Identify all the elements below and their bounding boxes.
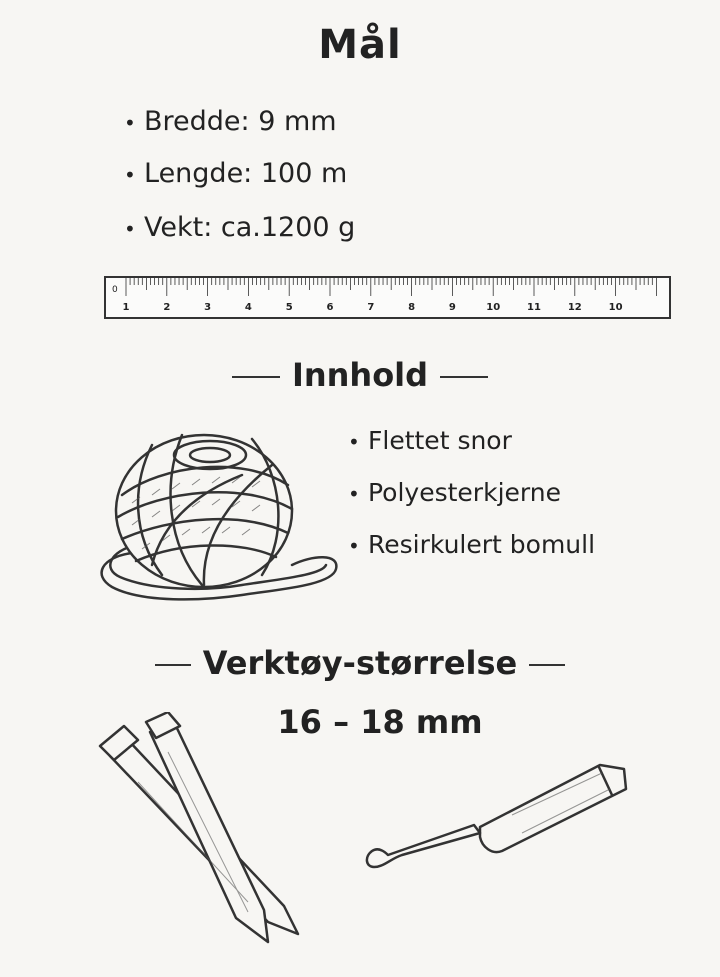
tool-size-value: 16 – 18 mm: [277, 703, 483, 741]
divider-left: [155, 664, 191, 666]
ruler-tick-label: 2: [163, 302, 171, 313]
content-item: [348, 426, 512, 455]
ruler-tick-label: 5: [285, 302, 293, 313]
content-item-text: Polyesterkjerne: [368, 478, 561, 507]
spec-length-label: Lengde:: [144, 158, 253, 189]
ruler-tick-label: 10: [486, 302, 501, 313]
spec-weight-label: Vekt:: [144, 212, 213, 243]
ruler-tick-label: 3: [204, 302, 212, 313]
divider-right: [440, 376, 488, 378]
divider-right: [529, 664, 565, 666]
page-title: Mål: [318, 22, 402, 68]
knitting-needles-icon: [98, 712, 308, 952]
bullet-dot-icon: •: [348, 534, 360, 558]
content-item: [348, 530, 595, 559]
tool-size-heading-text: Verktøy-størrelse: [202, 644, 518, 682]
bullet-dot-icon: •: [348, 430, 360, 454]
tool-size-heading: [0, 644, 720, 682]
ruler-tick-label: 12: [567, 302, 582, 313]
spec-length: [124, 158, 347, 189]
ruler-tick-label: 9: [448, 302, 456, 313]
ruler-tick-label: 6: [326, 302, 334, 313]
ruler-tick-label: 7: [367, 302, 375, 313]
content-item-text: Flettet snor: [368, 426, 512, 455]
spec-width-label: Bredde:: [144, 106, 250, 137]
ruler-tick-label: 10: [608, 302, 623, 313]
crochet-hook-icon: [362, 755, 632, 875]
ruler-tick-label: 4: [244, 302, 252, 313]
ruler-tick-label: 8: [408, 302, 416, 313]
divider-left: [232, 376, 280, 378]
bullet-dot-icon: •: [124, 216, 136, 241]
spec-weight: [124, 212, 355, 243]
content-heading-text: Innhold: [291, 356, 429, 394]
bullet-dot-icon: •: [124, 110, 136, 135]
spec-length-value: 100 m: [260, 158, 348, 189]
content-item-text: Resirkulert bomull: [368, 530, 596, 559]
spec-weight-value: ca.1200 g: [220, 212, 356, 243]
ruler-icon: [104, 276, 671, 319]
ruler-zero-label: 0: [112, 285, 118, 295]
content-item: [348, 478, 561, 507]
content-heading: [0, 356, 720, 394]
spec-width-value: 9 mm: [258, 106, 337, 137]
bullet-dot-icon: •: [348, 482, 360, 506]
bullet-dot-icon: •: [124, 162, 136, 187]
spec-width: [124, 106, 337, 137]
rope-ball-icon: [92, 425, 342, 605]
ruler-tick-label: 1: [122, 302, 130, 313]
ruler-tick-label: 11: [527, 302, 541, 313]
